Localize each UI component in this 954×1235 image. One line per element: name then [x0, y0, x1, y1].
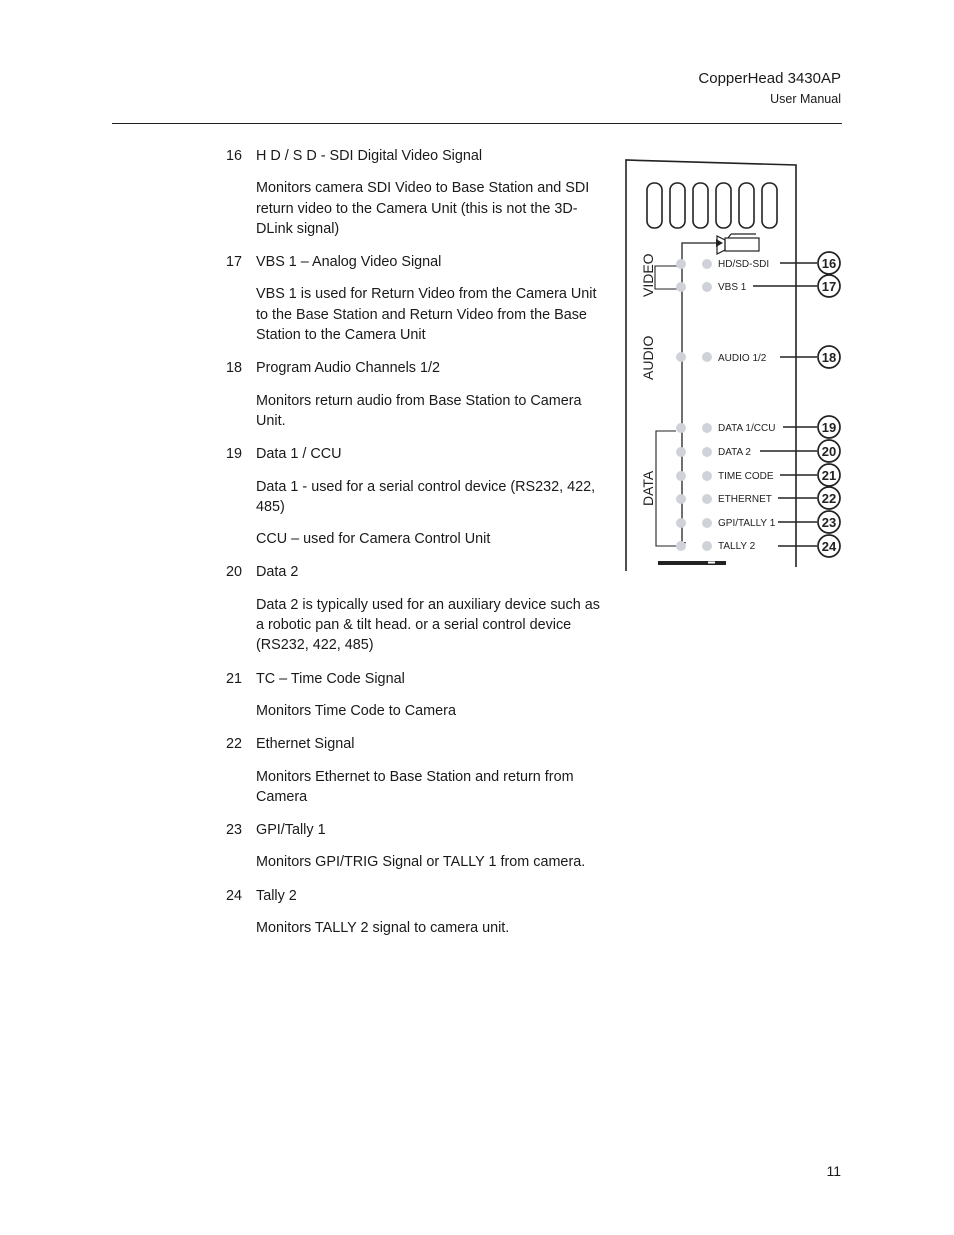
item-number: 24 [226, 887, 243, 904]
item-title: TC – Time Code Signal [256, 670, 405, 687]
signal-row-18 [676, 346, 840, 368]
signal-row-17 [676, 275, 840, 297]
connector-slot [647, 183, 662, 228]
camera-icon [717, 234, 759, 254]
led-indicator [702, 541, 712, 551]
signal-row-16 [676, 252, 840, 274]
led-indicator [702, 282, 712, 292]
connector-slot [762, 183, 777, 228]
callout-number: 21 [821, 468, 837, 483]
led-indicator [702, 447, 712, 457]
signal-row-20 [676, 440, 840, 462]
item-description: Monitors return audio from Base Station to Camera Unit. [256, 392, 582, 429]
signal-label: GPI/TALLY 1 [718, 518, 776, 529]
led-indicator [702, 471, 712, 481]
callout-number: 24 [821, 539, 837, 554]
data-bracket [656, 431, 664, 546]
signal-label: DATA 1/CCU [718, 423, 776, 434]
panel-bottom-notch [708, 562, 715, 564]
video-leader [660, 266, 678, 289]
group-label-video: VIDEO [640, 253, 656, 297]
item-description: Monitors Time Code to Camera [256, 702, 456, 719]
group-label-audio: AUDIO [640, 335, 656, 380]
callout-number: 20 [821, 444, 837, 459]
signal-label: TALLY 2 [718, 541, 756, 552]
item-number: 18 [226, 360, 243, 377]
signal-label: DATA 2 [718, 447, 751, 458]
document-subtitle: User Manual [770, 92, 841, 106]
connector-slot [670, 183, 685, 228]
led-indicator [702, 423, 712, 433]
item-number: 17 [226, 254, 243, 271]
item-title: Program Audio Channels 1/2 [256, 360, 440, 377]
arrow-icon [716, 239, 723, 247]
signal-row-19 [676, 416, 840, 438]
item-number: 22 [226, 736, 243, 753]
list-item [226, 734, 611, 807]
led-indicator [676, 494, 686, 504]
callout-number: 17 [821, 279, 837, 294]
item-description: Monitors camera SDI Video to Base Station and SDI return video to the Camera Unit (this is not the 3D-DLink signal) [256, 180, 590, 237]
led-indicator [676, 447, 686, 457]
panel-bottom-bar [658, 561, 726, 565]
header-divider [112, 123, 842, 124]
list-item [226, 886, 611, 939]
led-indicator [676, 352, 686, 362]
list-item [226, 358, 611, 431]
led-indicator [702, 494, 712, 504]
led-indicator [702, 352, 712, 362]
item-description: CCU – used for Camera Control Unit [256, 531, 491, 548]
led-indicator [676, 518, 686, 528]
callout-number: 23 [821, 515, 837, 530]
item-description: Data 2 is typically used for an auxiliary device such as a robotic pan & tilt head. or a serial control device (RS232, 422, 485) [256, 596, 600, 654]
signal-label: TIME CODE [718, 471, 774, 482]
connector-slots [647, 183, 777, 228]
list-item [226, 252, 611, 345]
list-item [226, 669, 611, 722]
item-title: Tally 2 [256, 887, 297, 904]
item-number: 20 [226, 564, 243, 581]
led-indicator [676, 471, 686, 481]
callout-number: 22 [821, 491, 837, 506]
callout-number: 18 [821, 350, 837, 365]
signal-label: AUDIO 1/2 [718, 353, 767, 364]
signal-label: HD/SD-SDI [718, 259, 770, 270]
item-number: 23 [226, 822, 243, 839]
item-title: GPI/Tally 1 [256, 822, 326, 839]
led-indicator [702, 518, 712, 528]
signal-panel-diagram [620, 150, 845, 575]
item-description: VBS 1 is used for Return Video from the Camera Unit to the Base Station and Return Video from the Base Station to the Camera Unit [256, 286, 597, 344]
item-description: Data 1 - used for a serial control device (RS232, 422, 485) [256, 478, 596, 515]
list-item [226, 820, 611, 873]
connector-slot [693, 183, 708, 228]
connector-slot [739, 183, 754, 228]
item-title: Ethernet Signal [256, 736, 355, 753]
signal-label: VBS 1 [718, 282, 747, 293]
page-number: 11 [826, 1163, 841, 1179]
connector-slot [716, 183, 731, 228]
signal-description-list [226, 146, 611, 951]
list-item [226, 146, 611, 239]
signal-label: ETHERNET [718, 494, 772, 505]
item-title: Data 1 / CCU [256, 446, 342, 463]
signal-row-23 [676, 511, 840, 533]
list-item [226, 444, 611, 549]
led-indicator [676, 541, 686, 551]
item-title: H D / S D - SDI Digital Video Signal [256, 148, 483, 164]
group-label-data: DATA [640, 470, 656, 506]
item-description: Monitors GPI/TRIG Signal or TALLY 1 from camera. [256, 854, 586, 871]
item-number: 16 [226, 148, 243, 164]
item-number: 21 [226, 670, 243, 687]
callout-number: 19 [821, 420, 837, 435]
led-indicator [676, 423, 686, 433]
led-indicator [676, 282, 686, 292]
item-description: Monitors Ethernet to Base Station and return from Camera [256, 768, 574, 805]
led-indicator [676, 259, 686, 269]
item-description: Monitors TALLY 2 signal to camera unit. [256, 920, 510, 937]
signal-row-21 [676, 464, 840, 486]
item-number: 19 [226, 446, 243, 463]
document-title: CopperHead 3430AP [698, 70, 841, 87]
signal-row-22 [676, 487, 840, 509]
item-title: Data 2 [256, 564, 299, 581]
callout-number: 16 [821, 256, 837, 271]
data-leader [664, 431, 676, 546]
led-indicator [702, 259, 712, 269]
signal-row-24 [676, 535, 840, 557]
list-item [226, 562, 611, 655]
item-title: VBS 1 – Analog Video Signal [256, 254, 442, 271]
